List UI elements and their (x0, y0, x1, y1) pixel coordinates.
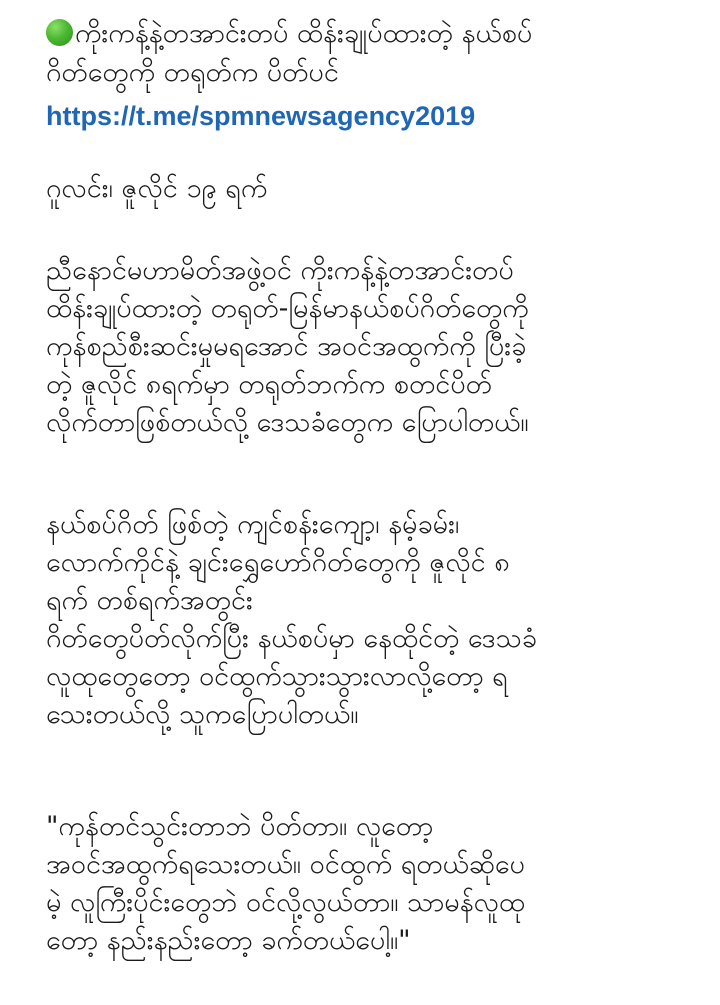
dateline: ဂူလင်း၊ ဇူလိုင် ၁၉ ရက် (46, 173, 268, 204)
quote-line: "ကုန်တင်သွင်းတာဘဲ ပိတ်တာ။ လူတော့ (46, 811, 434, 842)
green-circle-icon (46, 19, 73, 46)
headline-line: ဂိတ်တွေကို တရုတ်က ပိတ်ပင် (46, 57, 339, 88)
paragraph-line: နယ်စပ်ဂိတ် ဖြစ်တဲ့ ကျင်စန်းကျော့၊ နမ့်ခမ်း၊ (46, 509, 460, 540)
paragraph-line: သေးတယ်လို့ သူကပြောပါတယ်။ (46, 699, 359, 730)
paragraph-line: လိုက်တာဖြစ်တယ်လို့ ဒေသခံတွေက ပြောပါတယ်။ (46, 407, 529, 438)
paragraph-line: ရက် တစ်ရက်အတွင်း (46, 585, 253, 616)
quote-line: တော့ နည်းနည်းတော့ ခက်တယ်ပေါ့။" (46, 925, 411, 956)
channel-link[interactable]: https://t.me/spmnewsagency2019 (46, 101, 476, 131)
paragraph-line: လူထုတွေတော့ ဝင်ထွက်သွားသွားလာလို့တော့ ရ (46, 661, 508, 692)
paragraph-line: ကုန်စည်စီးဆင်းမှုမရအောင် အဝင်အထွက်ကို ပြီးခဲ့ (46, 331, 527, 362)
message-body (46, 0, 710, 1005)
paragraph-line: ညီနောင်မဟာမိတ်အဖွဲ့ဝင် ကိုးကန့်နဲ့တအာင်းတပ် (46, 255, 514, 286)
paragraph-line: ဂိတ်တွေပိတ်လိုက်ပြီး နယ်စပ်မှာ နေထိုင်တဲ့ ဒေသခံ (46, 623, 537, 654)
headline-line: ကိုးကန့်နဲ့တအာင်းတပ် ထိန်းချုပ်ထားတဲ့ နယ်စပ် (46, 15, 532, 53)
quote-line: မဲ့ လူကြီးပိုင်းတွေဘဲ ဝင်လို့လွယ်တာ။ သာမန်လူထု (46, 887, 526, 918)
quote-line: အဝင်အထွက်ရသေးတယ်။ ဝင်ထွက် ရတယ်ဆိုပေ (46, 849, 525, 880)
paragraph-line: ထိန်းချုပ်ထားတဲ့ တရုတ်-မြန်မာနယ်စပ်ဂိတ်တွေကို (46, 293, 529, 324)
paragraph-line: လောက်ကိုင်နဲ့ ချင်းရွှေဟော်ဂိတ်တွေကို ဇူလိုင် ၈ (46, 547, 510, 578)
paragraph-line: တဲ့ ဇူလိုင် ၈ရက်မှာ တရုတ်ဘက်က စတင်ပိတ် (46, 369, 492, 400)
